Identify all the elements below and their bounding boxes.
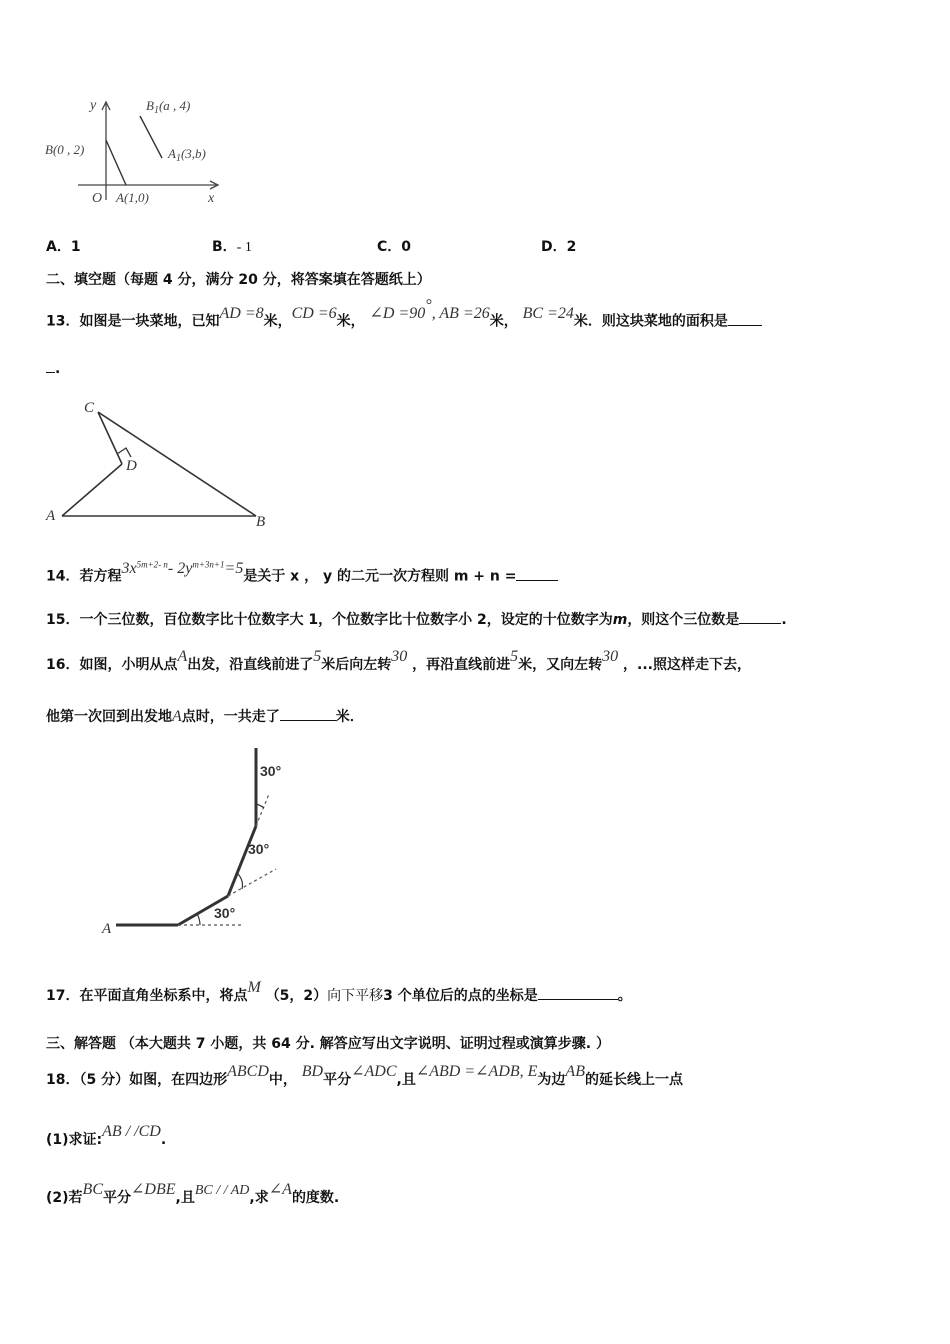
- q13-triangle-figure: [40, 392, 280, 532]
- vertex-d-label: D: [126, 458, 137, 474]
- point-a1-label: A: [168, 146, 176, 161]
- point-a1-sub: 1: [175, 153, 181, 164]
- origin-label: O: [92, 191, 103, 206]
- angle-label-3: 30°: [260, 763, 282, 779]
- point-a1-coords: (3,b): [180, 146, 206, 161]
- vertex-b-label: B: [256, 514, 266, 530]
- q12-option-c: C．0: [377, 239, 412, 255]
- section-2-title: 二、填空题（每题 4 分，满分 20 分，将答案填在答题纸上）: [46, 272, 431, 288]
- angle-arc-1: [197, 914, 200, 925]
- q12-option-a: A．1: [46, 239, 81, 255]
- point-b1-label: B: [146, 98, 154, 113]
- angle-label-1: 30°: [214, 905, 236, 921]
- point-a-label: A(1,0): [116, 190, 149, 205]
- point-b1-coords: (a , 4): [158, 98, 191, 113]
- side-ad: [62, 464, 122, 516]
- q12-option-d: D．2: [541, 239, 577, 255]
- vertex-c-label: C: [84, 400, 95, 416]
- extension-2: [228, 869, 276, 896]
- point-b-label: B(0 , 2): [45, 142, 85, 157]
- vertex-a-label: A: [46, 508, 56, 524]
- angle-label-2: 30°: [248, 841, 270, 857]
- question-17: 17．在平面直角坐标系中，将点M （5，2）向下平移3 个单位后的点的坐标是 。: [46, 979, 632, 1004]
- extension-3: [256, 794, 269, 826]
- question-16-line-1: 16．如图，小明从点A出发，沿直线前进了5米后向左转30 ，再沿直线前进5米，又向左转30 ，...照这样走下去，: [46, 648, 751, 673]
- segment-a1b1: [140, 116, 162, 158]
- y-axis-label: y: [90, 98, 97, 113]
- question-18-part-1: (1)求证:AB / /CD.: [46, 1123, 167, 1148]
- start-point-a-label: A: [102, 921, 112, 937]
- question-18-part-2: (2)若BC平分∠DBE,且BC / / AD,求∠A的度数.: [46, 1181, 340, 1206]
- point-b1-sub: 1: [153, 105, 159, 116]
- svg-text:A1(3,b): [167, 146, 206, 164]
- q16-path-figure: [98, 744, 298, 944]
- question-13-blank-tail: .: [46, 358, 60, 379]
- question-18: 18．（5 分）如图，在四边形ABCD中， BD平分∠ADC,且∠ABD =∠ADB, E为边AB的延长线上一点: [46, 1063, 683, 1088]
- question-14: 14．若方程$3x^{5m+2- n}-$ $2y^{m+3n+1}=5$是关于 x ， y 的二元一次方程则 m + n =: [46, 562, 558, 587]
- x-axis-label: x: [208, 191, 215, 206]
- right-angle-mark: [117, 448, 131, 457]
- angle-arc-2: [238, 874, 242, 889]
- question-13: 13．如图是一块菜地，已知AD =8米，CD =6米， ∠D =90°, AB =26米， BC =24米．则这块菜地的面积是: [46, 306, 762, 332]
- question-15: 15．一个三位数，百位数字比十位数字大 1，个位数字比十位数字小 2，设定的十位数字为m，则这个三位数是 .: [46, 609, 787, 630]
- question-16-line-2: 他第一次回到出发地A点时，一共走了 米．: [46, 708, 364, 725]
- section-3-title: 三、解答题 （本大题共 7 小题，共 64 分. 解答应写出文字说明、证明过程或演算步骤. ）: [46, 1036, 610, 1052]
- svg-text:B1(a , 4): [146, 98, 190, 116]
- segment-ab: [106, 140, 126, 185]
- q12-coordinate-figure: [40, 92, 240, 212]
- q12-option-b: B．- 1: [212, 239, 252, 255]
